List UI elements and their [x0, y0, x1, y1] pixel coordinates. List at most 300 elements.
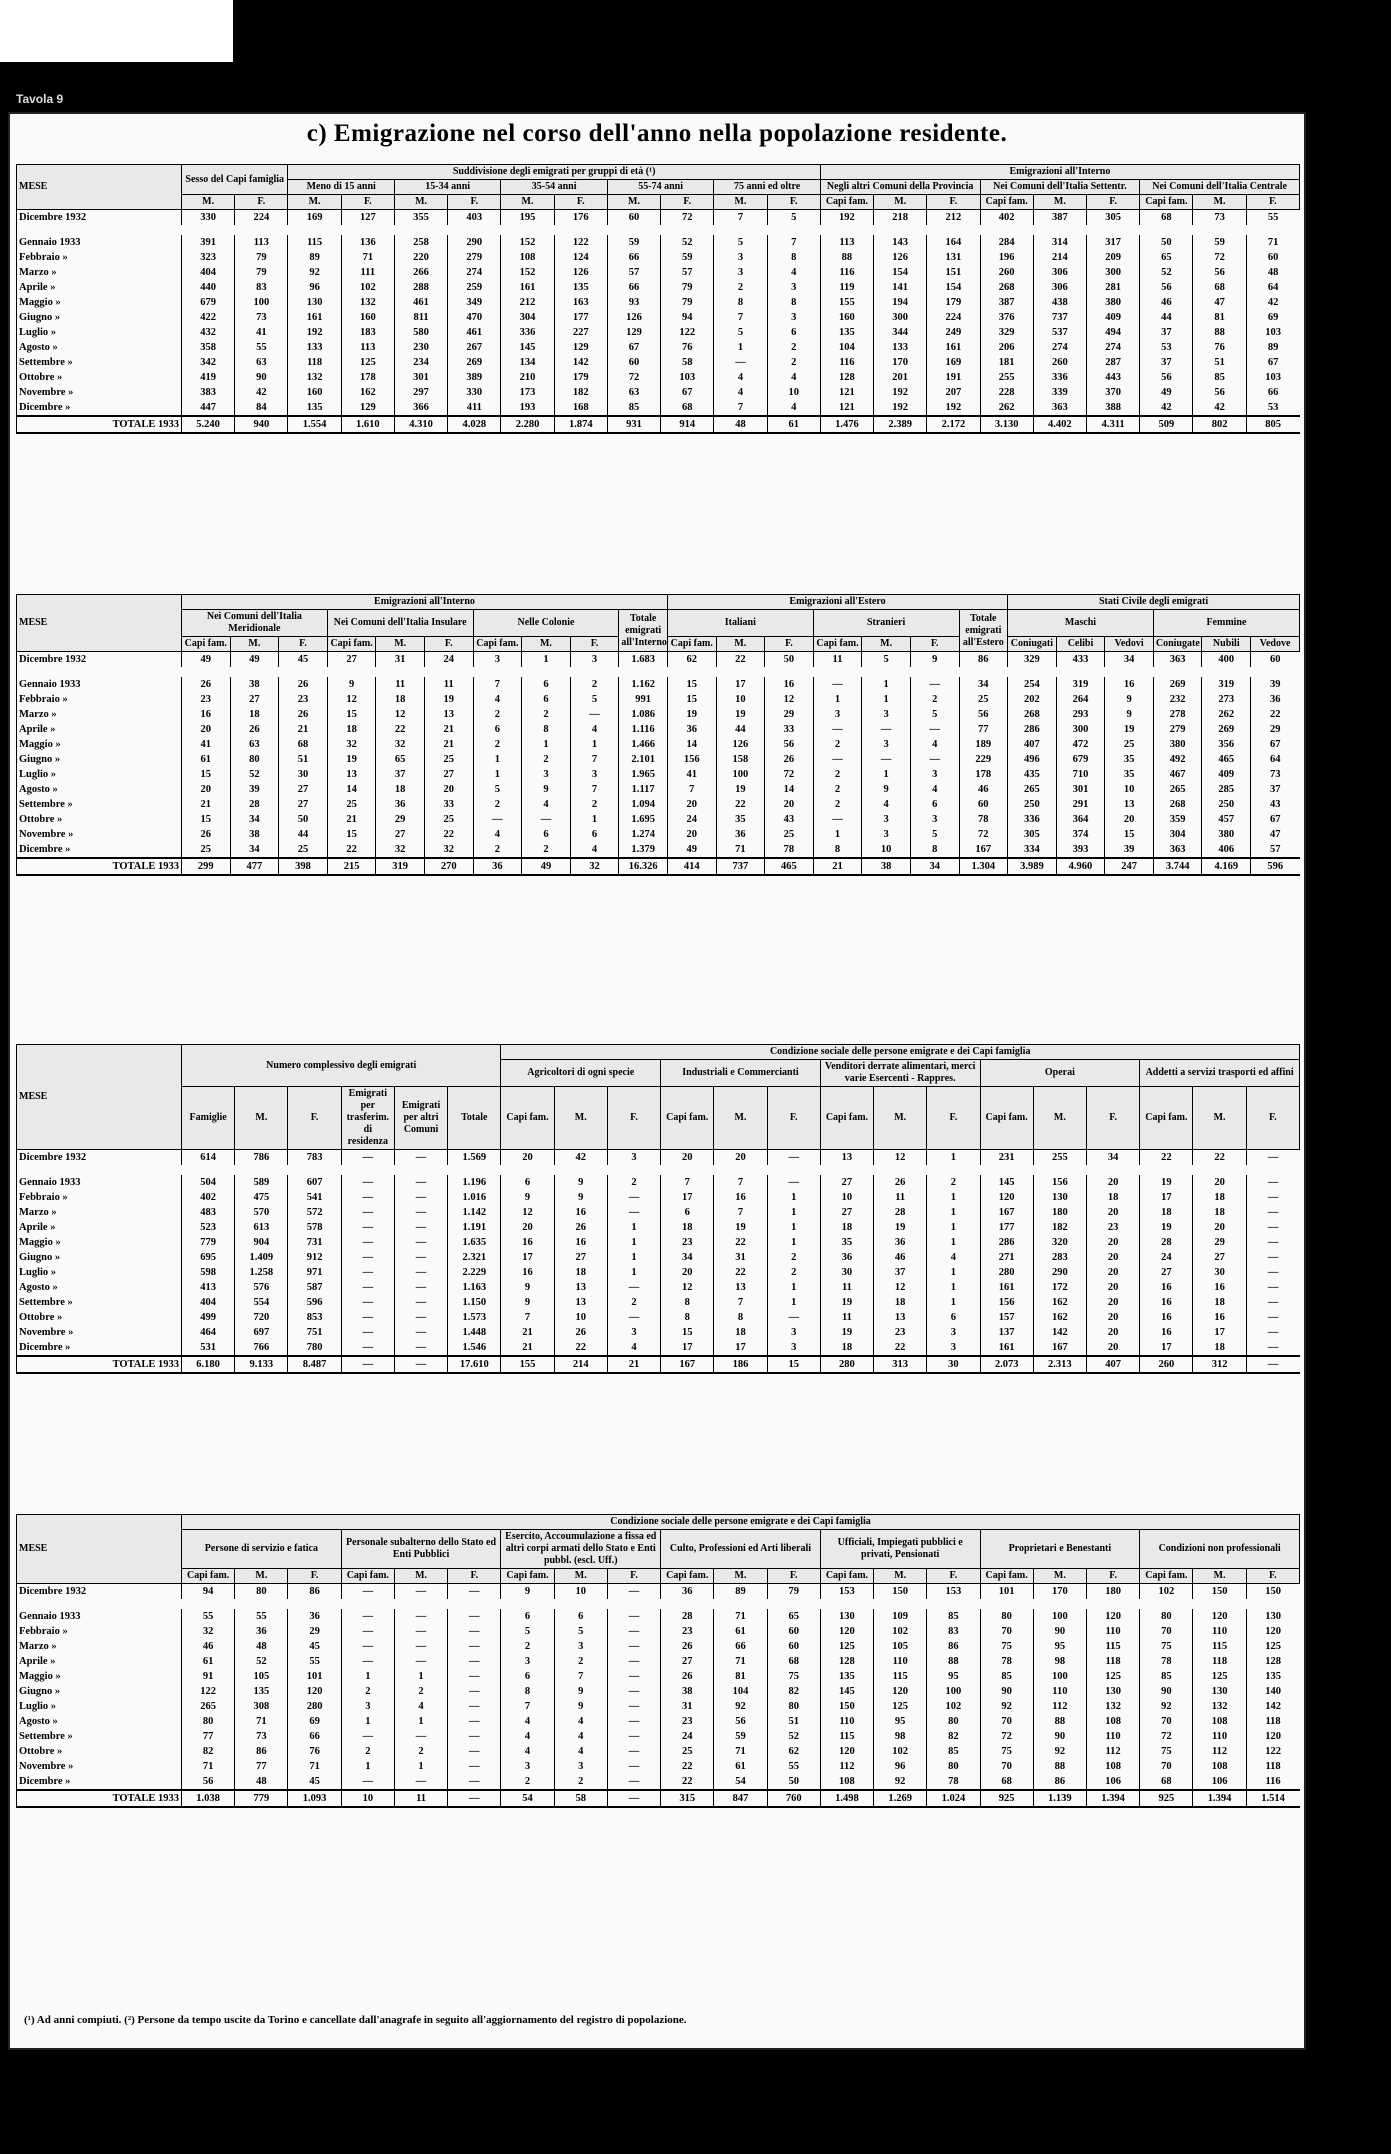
data-cell: 28 [661, 1609, 714, 1624]
data-cell: — [862, 722, 911, 737]
data-cell: 26 [279, 677, 328, 692]
data-cell: 132 [1086, 1699, 1139, 1714]
data-cell: 5 [767, 210, 820, 226]
data-cell: — [607, 1684, 660, 1699]
data-cell: 61 [182, 752, 231, 767]
column-header: Vedovi [1105, 637, 1154, 652]
data-cell: 92 [1033, 1744, 1086, 1759]
group-header: Ufficiali, Impiegati pubblici e privati, Pensionati [820, 1530, 980, 1569]
data-cell: 13 [554, 1280, 607, 1295]
data-cell: 9 [862, 782, 911, 797]
data-cell: 18 [661, 1220, 714, 1235]
column-header: M. [716, 637, 765, 652]
row-label: Maggio » [17, 737, 182, 752]
table-row [17, 1310, 1300, 1325]
data-cell: 76 [1193, 340, 1246, 355]
data-cell: 1 [927, 1280, 980, 1295]
data-cell: 113 [235, 235, 288, 250]
data-cell: 59 [607, 235, 660, 250]
data-cell: 7 [554, 1669, 607, 1684]
table-row [17, 692, 1300, 707]
data-cell: 589 [235, 1175, 288, 1190]
data-cell: — [394, 1639, 447, 1654]
data-cell: — [394, 1295, 447, 1310]
data-cell: 3 [927, 1325, 980, 1340]
data-cell: 2 [607, 1175, 660, 1190]
data-cell: 330 [182, 210, 235, 226]
table-row [17, 652, 1300, 668]
data-cell: 329 [1008, 652, 1057, 668]
data-cell: 50 [1140, 235, 1193, 250]
data-cell: 85 [1140, 1669, 1193, 1684]
data-cell: 103 [1246, 370, 1299, 385]
group-header: Nei Comuni dell'Italia Insulare [327, 610, 473, 637]
data-cell: 16 [1140, 1280, 1193, 1295]
total-cell: 155 [501, 1356, 554, 1373]
data-cell: 280 [980, 1265, 1033, 1280]
data-cell: 1.086 [619, 707, 668, 722]
data-cell: 20 [1086, 1265, 1139, 1280]
data-cell: 3 [862, 737, 911, 752]
data-cell: — [341, 1280, 394, 1295]
total-cell: 6.180 [182, 1356, 235, 1373]
data-cell: 207 [927, 385, 980, 400]
data-cell: 52 [1140, 265, 1193, 280]
data-cell: 60 [959, 797, 1008, 812]
data-cell: 1.162 [619, 677, 668, 692]
data-cell: 44 [1140, 310, 1193, 325]
total-cell: 2.280 [501, 416, 554, 433]
data-cell: 125 [874, 1699, 927, 1714]
data-cell: — [1246, 1295, 1299, 1310]
data-cell: 120 [1246, 1729, 1299, 1744]
data-cell: 34 [959, 677, 1008, 692]
data-cell: 177 [554, 310, 607, 325]
data-cell: 432 [182, 325, 235, 340]
data-cell: 52 [235, 1654, 288, 1669]
data-cell: 319 [1202, 677, 1251, 692]
data-cell: 83 [927, 1624, 980, 1639]
data-cell: 79 [235, 265, 288, 280]
total-cell: 1.554 [288, 416, 341, 433]
data-cell: 697 [235, 1325, 288, 1340]
total-cell: 760 [767, 1790, 820, 1807]
row-label: Giugno » [17, 1250, 182, 1265]
data-cell: 20 [1086, 1325, 1139, 1340]
data-cell: 31 [376, 652, 425, 668]
data-cell: 25 [424, 812, 473, 827]
data-cell: 37 [1140, 355, 1193, 370]
data-cell: 112 [820, 1759, 873, 1774]
data-cell: 1 [927, 1220, 980, 1235]
data-cell: 58 [661, 355, 714, 370]
data-cell: 202 [1008, 692, 1057, 707]
data-cell: 172 [1033, 1280, 1086, 1295]
data-cell: 15 [182, 767, 231, 782]
data-cell: — [448, 1609, 501, 1624]
data-cell: 120 [820, 1744, 873, 1759]
data-cell: 1 [607, 1235, 660, 1250]
data-cell: 27 [230, 692, 279, 707]
data-cell: 49 [230, 652, 279, 668]
data-cell: 370 [1086, 385, 1139, 400]
data-cell: 14 [765, 782, 814, 797]
data-cell: 108 [1086, 1759, 1139, 1774]
data-cell: 88 [1033, 1714, 1086, 1729]
data-cell: 288 [394, 280, 447, 295]
data-cell: 23 [661, 1624, 714, 1639]
data-cell: — [394, 1310, 447, 1325]
data-cell: — [394, 1175, 447, 1190]
data-cell: 4 [862, 797, 911, 812]
data-cell: 314 [1033, 235, 1086, 250]
data-cell: 124 [554, 250, 607, 265]
table-row [17, 842, 1300, 858]
data-cell: 304 [1153, 827, 1202, 842]
table-row [17, 1654, 1300, 1669]
data-cell: 1 [607, 1220, 660, 1235]
data-cell: 297 [394, 385, 447, 400]
group-header: Italiani [667, 610, 813, 637]
data-cell: 18 [376, 692, 425, 707]
data-cell: 52 [767, 1729, 820, 1744]
data-cell: 162 [341, 385, 394, 400]
data-cell: 45 [279, 652, 328, 668]
data-cell: 112 [1033, 1699, 1086, 1714]
data-cell: 301 [1056, 782, 1105, 797]
data-cell: — [607, 1609, 660, 1624]
data-cell: 75 [767, 1669, 820, 1684]
data-cell: 227 [554, 325, 607, 340]
total-cell: 3.989 [1008, 858, 1057, 875]
data-cell: 92 [874, 1774, 927, 1790]
column-header: F. [1086, 1569, 1139, 1584]
group-header: Culto, Professioni ed Arti liberali [661, 1530, 821, 1569]
data-cell: 46 [1140, 295, 1193, 310]
data-cell: 3 [607, 1325, 660, 1340]
data-cell: 3 [813, 707, 862, 722]
data-cell: 20 [424, 782, 473, 797]
data-cell: 78 [959, 812, 1008, 827]
data-cell: 48 [235, 1774, 288, 1790]
data-cell: 101 [980, 1584, 1033, 1600]
data-cell: 38 [230, 677, 279, 692]
data-cell: 167 [980, 1205, 1033, 1220]
data-cell: 3 [501, 1759, 554, 1774]
data-cell: 9 [554, 1190, 607, 1205]
data-cell: — [607, 1699, 660, 1714]
data-cell: 29 [1193, 1235, 1246, 1250]
data-cell: — [448, 1714, 501, 1729]
data-cell: 4 [607, 1340, 660, 1356]
data-cell: 1 [473, 752, 522, 767]
data-cell: 132 [1193, 1699, 1246, 1714]
data-cell: 1 [607, 1265, 660, 1280]
data-cell: 991 [619, 692, 668, 707]
group-header: Nei Comuni dell'Italia Settentr. [980, 180, 1140, 195]
total-cell: 914 [661, 416, 714, 433]
data-cell: 46 [874, 1250, 927, 1265]
column-header: Nubili [1202, 637, 1251, 652]
header-mese: MESE [17, 165, 182, 210]
data-cell: 156 [1033, 1175, 1086, 1190]
data-cell: 191 [927, 370, 980, 385]
row-label: Marzo » [17, 1639, 182, 1654]
data-cell: 108 [1193, 1759, 1246, 1774]
data-cell: — [341, 1609, 394, 1624]
data-cell: 1 [813, 827, 862, 842]
table-row [17, 340, 1300, 355]
total-cell: 1.610 [341, 416, 394, 433]
data-cell: 44 [279, 827, 328, 842]
data-cell: 228 [980, 385, 1033, 400]
data-cell: 9 [501, 1280, 554, 1295]
data-cell: 125 [341, 355, 394, 370]
group-header: Nelle Colonie [473, 610, 619, 637]
data-cell: 5 [554, 1624, 607, 1639]
group-header: Esercito, Accoumulazione a fissa ed altri corpi armati dello Stato e Enti pubbl. (escl. Uff.) [501, 1530, 661, 1569]
total-cell: 270 [424, 858, 473, 875]
data-cell: 306 [1033, 265, 1086, 280]
data-cell: 751 [288, 1325, 341, 1340]
table-row [17, 1325, 1300, 1340]
data-cell: 12 [765, 692, 814, 707]
table-row [17, 1584, 1300, 1600]
data-cell: 3 [862, 812, 911, 827]
row-label: Novembre » [17, 385, 182, 400]
data-cell: 26 [182, 677, 231, 692]
data-cell: 2 [910, 692, 959, 707]
data-cell: 607 [288, 1175, 341, 1190]
total-cell: 940 [235, 416, 288, 433]
data-cell: 80 [927, 1759, 980, 1774]
data-cell: 103 [1246, 325, 1299, 340]
row-label: Gennaio 1933 [17, 235, 182, 250]
data-cell: 7 [570, 752, 619, 767]
data-cell: 13 [424, 707, 473, 722]
data-cell: 69 [288, 1714, 341, 1729]
social-condition-b-table [16, 1514, 1300, 1808]
column-header: F. [341, 195, 394, 210]
data-cell: 77 [182, 1729, 235, 1744]
data-cell: — [394, 1265, 447, 1280]
table-row [17, 1250, 1300, 1265]
data-cell: 27 [327, 652, 376, 668]
data-cell: 98 [874, 1729, 927, 1744]
data-cell: 17 [501, 1250, 554, 1265]
table-row [17, 752, 1300, 767]
column-header: M. [235, 1569, 288, 1584]
table-row [17, 1729, 1300, 1744]
column-header: M. [522, 637, 571, 652]
data-cell: 279 [448, 250, 501, 265]
data-cell: 403 [448, 210, 501, 226]
data-cell: 28 [230, 797, 279, 812]
data-cell: 18 [820, 1340, 873, 1356]
total-cell: 1.024 [927, 1790, 980, 1807]
data-cell: — [341, 1150, 394, 1166]
data-cell: — [341, 1220, 394, 1235]
data-cell: 330 [448, 385, 501, 400]
data-cell: 14 [327, 782, 376, 797]
data-cell: 6 [501, 1175, 554, 1190]
data-cell: 167 [1033, 1340, 1086, 1356]
data-cell: 393 [1056, 842, 1105, 858]
data-cell: 182 [554, 385, 607, 400]
data-cell: 349 [448, 295, 501, 310]
column-header: Capi fam. [661, 1087, 714, 1150]
data-cell: 596 [288, 1295, 341, 1310]
data-cell: 2 [813, 767, 862, 782]
data-cell: 25 [279, 842, 328, 858]
data-cell: 57 [1251, 842, 1300, 858]
data-cell: 4 [554, 1729, 607, 1744]
column-header: F. [607, 1087, 660, 1150]
total-cell: 21 [607, 1356, 660, 1373]
data-cell: 26 [765, 752, 814, 767]
data-cell: 150 [1246, 1584, 1299, 1600]
data-cell: 43 [1251, 797, 1300, 812]
data-cell: 142 [1246, 1699, 1299, 1714]
group-header: Nei Comuni dell'Italia Meridionale [182, 610, 328, 637]
data-cell: — [394, 1220, 447, 1235]
data-cell: 73 [1251, 767, 1300, 782]
data-cell: 356 [1202, 737, 1251, 752]
data-cell: 15 [661, 1325, 714, 1340]
data-cell: — [394, 1150, 447, 1166]
data-cell: 4 [473, 827, 522, 842]
data-cell: 88 [1033, 1759, 1086, 1774]
total-cell: 3.130 [980, 416, 1033, 433]
data-cell: 499 [182, 1310, 235, 1325]
table-row [17, 1669, 1300, 1684]
data-cell: 16 [1140, 1310, 1193, 1325]
data-cell: 570 [235, 1205, 288, 1220]
data-cell: 161 [980, 1340, 1033, 1356]
data-cell: 32 [327, 737, 376, 752]
data-cell: 133 [874, 340, 927, 355]
data-cell: 572 [288, 1205, 341, 1220]
data-cell: 126 [874, 250, 927, 265]
data-cell: 467 [1153, 767, 1202, 782]
data-cell: 56 [765, 737, 814, 752]
row-label: Gennaio 1933 [17, 1609, 182, 1624]
data-cell: 70 [1140, 1714, 1193, 1729]
data-cell: 3 [554, 1639, 607, 1654]
data-cell: 4 [910, 782, 959, 797]
column-header: Coniugati [1008, 637, 1057, 652]
column-header: Capi fam. [661, 1569, 714, 1584]
data-cell: 110 [1033, 1684, 1086, 1699]
row-label: Aprile » [17, 280, 182, 295]
data-cell: 679 [182, 295, 235, 310]
group-header: Venditori derrate alimentari, merci varie Esercenti - Rappres. [820, 1060, 980, 1087]
data-cell: 271 [980, 1250, 1033, 1265]
data-cell: — [473, 812, 522, 827]
data-cell: — [607, 1774, 660, 1790]
data-cell: — [341, 1265, 394, 1280]
data-cell: 49 [667, 842, 716, 858]
data-cell: 1 [394, 1714, 447, 1729]
data-cell: 2 [473, 707, 522, 722]
data-cell: 118 [1086, 1654, 1139, 1669]
data-cell: 1 [813, 692, 862, 707]
data-cell: 118 [1193, 1654, 1246, 1669]
total-cell: 2.073 [980, 1356, 1033, 1373]
group-header: Personale subalterno dello Stato ed Enti Pubblici [341, 1530, 501, 1569]
data-cell: 291 [1056, 797, 1105, 812]
total-cell: 54 [501, 1790, 554, 1807]
data-cell: 52 [661, 235, 714, 250]
data-cell: 100 [716, 767, 765, 782]
data-cell: 305 [1008, 827, 1057, 842]
data-cell: 212 [927, 210, 980, 226]
data-cell: 8 [767, 250, 820, 265]
total-cell: 779 [235, 1790, 288, 1807]
data-cell: 2 [767, 340, 820, 355]
data-cell: 407 [1008, 737, 1057, 752]
data-cell: 334 [1008, 842, 1057, 858]
data-cell: 179 [927, 295, 980, 310]
data-cell: 44 [716, 722, 765, 737]
data-cell: 71 [714, 1609, 767, 1624]
total-cell: 2.172 [927, 416, 980, 433]
data-cell: 151 [927, 265, 980, 280]
data-cell: — [341, 1584, 394, 1600]
total-row [17, 858, 1300, 875]
total-cell: 2.313 [1033, 1356, 1086, 1373]
data-cell: 122 [1246, 1744, 1299, 1759]
data-cell: — [607, 1584, 660, 1600]
data-cell: 42 [554, 1150, 607, 1166]
data-cell: 110 [1193, 1624, 1246, 1639]
data-cell: 376 [980, 310, 1033, 325]
data-cell: 73 [235, 310, 288, 325]
data-cell: 16 [554, 1205, 607, 1220]
row-gap [17, 1165, 1300, 1175]
data-cell: 128 [820, 370, 873, 385]
data-cell: 16 [765, 677, 814, 692]
data-cell: 73 [235, 1729, 288, 1744]
data-cell: 110 [1086, 1624, 1139, 1639]
data-cell: 153 [927, 1584, 980, 1600]
data-cell: 86 [959, 652, 1008, 668]
data-cell: 1 [767, 1235, 820, 1250]
data-cell: 16 [501, 1235, 554, 1250]
data-cell: 6 [522, 677, 571, 692]
data-cell: 20 [1193, 1220, 1246, 1235]
data-cell: 1 [767, 1280, 820, 1295]
data-cell: 145 [980, 1175, 1033, 1190]
data-cell: 6 [767, 325, 820, 340]
data-cell: — [607, 1744, 660, 1759]
total-label: TOTALE 1933 [17, 858, 182, 875]
data-cell: — [1246, 1265, 1299, 1280]
data-cell: — [448, 1669, 501, 1684]
data-cell: 21 [327, 812, 376, 827]
data-cell: 1 [570, 812, 619, 827]
column-header: M. [235, 1087, 288, 1150]
data-cell: 4 [473, 692, 522, 707]
header-mese: MESE [17, 1515, 182, 1584]
table-row [17, 1624, 1300, 1639]
data-cell: 75 [980, 1639, 1033, 1654]
data-cell: 131 [927, 250, 980, 265]
data-cell: 18 [1193, 1205, 1246, 1220]
data-cell: 2 [473, 737, 522, 752]
data-cell: 6 [927, 1310, 980, 1325]
data-cell: 68 [1140, 210, 1193, 226]
